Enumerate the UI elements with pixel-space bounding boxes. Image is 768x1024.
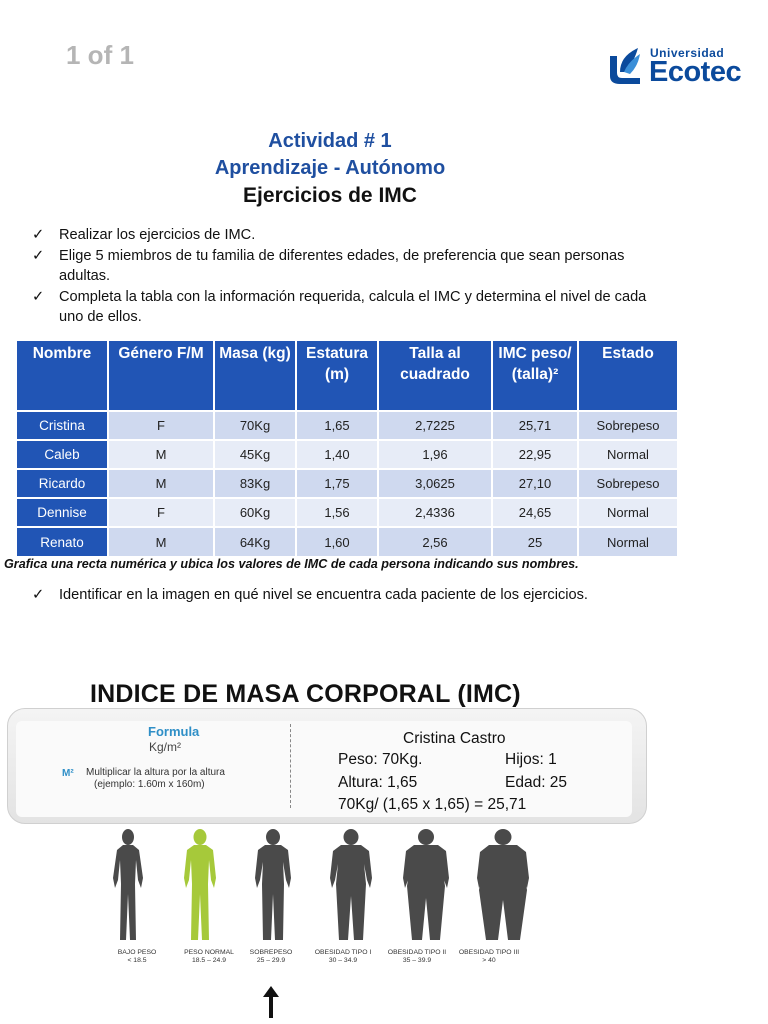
patient-children: Hijos: 1 [505,751,557,768]
table-cell: 1,40 [296,440,378,469]
table-cell: 25 [492,527,578,556]
table-cell: 1,56 [296,498,378,527]
instructions-list [32,225,662,328]
formula-title: Formula [148,724,200,739]
table-cell: 22,95 [492,440,578,469]
table-cell: Normal [578,440,677,469]
table-cell: 64Kg [214,527,296,556]
topic-title: Ejercicios de IMC [243,184,417,207]
check-icon: ✓ [32,227,45,243]
row-name-cell: Caleb [17,440,108,469]
patient-weight: Peso: 70Kg. [338,751,423,768]
patient-name: Cristina Castro [403,730,506,747]
instruction-item: ✓ Identificar en la imagen en qué nivel se encuentra cada paciente de los ejercicios. [32,585,652,606]
graph-note: Grafica una recta numérica y ubica los valores de IMC de cada persona indicando sus nombres. [4,557,579,571]
table-cell: Sobrepeso [578,469,677,498]
obesity-1-figure-icon [325,828,377,944]
table-row [17,498,677,527]
formula-divider [290,724,291,808]
obesity-2-figure-icon [398,828,454,944]
formula-example: (ejemplo: 1.60m x 160m) [94,779,205,790]
row-name-cell: Ricardo [17,469,108,498]
instruction-item: ✓ Elige 5 miembros de tu familia de diferentes edades, de preferencia que sean personas adultas. [32,247,625,284]
table-row [17,411,677,440]
header-estatura: Estatura (m) [296,341,378,411]
table-cell: 25,71 [492,411,578,440]
header-imc: IMC peso/ (talla)² [492,341,578,411]
table-cell: 2,4336 [378,498,492,527]
header-estado: Estado [578,341,677,411]
table-cell: F [108,411,214,440]
table-cell: M [108,469,214,498]
table-row [17,440,677,469]
bmi-category-name: SOBREPESO [249,949,293,956]
bmi-category-name: PESO NORMAL [184,949,234,956]
imc-table [17,341,677,556]
table-cell: 27,10 [492,469,578,498]
bmi-category-range: < 18.5 [127,956,147,964]
check-icon: ✓ [32,288,45,305]
formula-m2: M² [62,768,74,779]
table-cell: Normal [578,527,677,556]
patient-height: Altura: 1,65 [338,774,418,791]
logo-university-text: Universidad [650,46,725,60]
obesity-3-figure-icon [472,828,534,944]
learning-title: Aprendizaje - Autónomo [214,157,446,179]
table-cell: 60Kg [214,498,296,527]
bmi-category-label [456,949,522,964]
table-cell: F [108,498,214,527]
table-cell: M [108,440,214,469]
bmi-category-range: 35 – 39.9 [402,956,432,964]
bmi-category-range: 25 – 29.9 [256,956,286,964]
header-nombre: Nombre [17,341,108,411]
patient-calculation: 70Kg/ (1,65 x 1,65) = 25,71 [338,796,527,813]
bmi-category-name: OBESIDAD TIPO III [458,949,520,956]
table-cell: Normal [578,498,677,527]
university-logo [606,42,761,88]
activity-title: Actividad # 1 [268,130,392,152]
table-cell: 1,75 [296,469,378,498]
table-cell: 83Kg [214,469,296,498]
bmi-category-range: 30 – 34.9 [328,956,358,964]
bmi-category-name: OBESIDAD TIPO I [314,949,372,956]
table-cell: M [108,527,214,556]
check-icon: ✓ [32,587,45,603]
table-cell: 70Kg [214,411,296,440]
logo-ecotec-text: Ecotec [649,56,742,88]
bmi-category-label [310,949,376,964]
table-row [17,469,677,498]
instructions-list-2 [32,585,652,606]
row-name-cell: Dennise [17,498,108,527]
bmi-category-range: 18.5 – 24.9 [191,956,226,964]
table-cell: 3,0625 [378,469,492,498]
table-cell: 24,65 [492,498,578,527]
table-cell: 2,7225 [378,411,492,440]
normal-weight-figure-icon [178,828,222,944]
patient-age: Edad: 25 [505,774,568,791]
bmi-category-label [384,949,450,964]
ecotec-logo-icon [606,42,646,86]
table-cell: 2,56 [378,527,492,556]
formula-description: Multiplicar la altura por la altura [86,767,225,778]
body-figures [100,828,540,946]
formula-unit: Kg/m² [149,740,182,754]
bmi-category-label [176,949,242,964]
row-name-cell: Renato [17,527,108,556]
bmi-category-label [104,949,170,964]
overweight-figure-icon [250,828,296,944]
arrow-up-icon [262,985,280,1019]
header-genero: Género F/M [108,341,214,411]
bmi-category-label [238,949,304,964]
instruction-item: ✓ Realizar los ejercicios de IMC. [32,225,662,246]
title-block [0,128,660,210]
check-icon: ✓ [32,247,45,264]
imc-chart-heading: INDICE DE MASA CORPORAL (IMC) [90,680,521,708]
page-indicator: 1 of 1 [66,40,134,70]
table-cell: 1,96 [378,440,492,469]
table-cell: 1,65 [296,411,378,440]
header-masa: Masa (kg) [214,341,296,411]
underweight-figure-icon [106,828,150,944]
bmi-category-range: > 40 [482,956,496,964]
header-talla: Talla al cuadrado [378,341,492,411]
instruction-item: ✓ Completa la tabla con la información requerida, calcula el IMC y determina el nivel de cada uno de ellos. [32,288,647,325]
table-cell: Sobrepeso [578,411,677,440]
row-name-cell: Cristina [17,411,108,440]
table-cell: 45Kg [214,440,296,469]
bmi-category-name: BAJO PESO [117,949,157,956]
table-cell: 1,60 [296,527,378,556]
bmi-category-name: OBESIDAD TIPO II [387,949,447,956]
table-row [17,527,677,556]
